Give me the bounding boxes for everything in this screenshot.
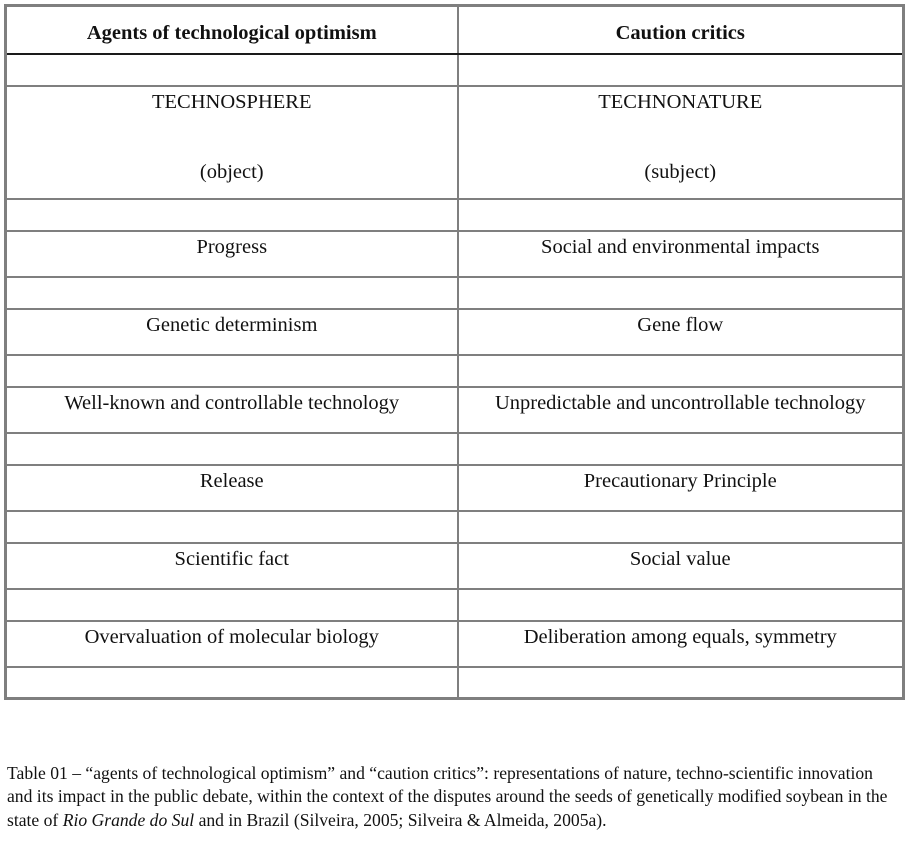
- table-row: [6, 309, 904, 355]
- spacer-row: [6, 511, 904, 543]
- row-right-cell: Gene flow: [458, 309, 904, 355]
- object-label: (object): [199, 160, 264, 183]
- technonature-label: TECHNONATURE: [598, 90, 763, 113]
- row-right-cell: Unpredictable and uncontrollable technology: [458, 387, 904, 433]
- spacer-row: [6, 589, 904, 621]
- row-left-cell: Scientific fact: [6, 543, 458, 589]
- subject-label: (subject): [644, 160, 717, 183]
- empty-cell: [458, 199, 904, 231]
- empty-cell: [6, 54, 458, 86]
- row-right-cell: Social value: [458, 543, 904, 589]
- table-row: [6, 387, 904, 433]
- spacer-row: [6, 277, 904, 309]
- caption-text-end: and in Brazil (Silveira, 2005; Silveira & Almeida, 2005a).: [194, 809, 607, 830]
- technosphere-label: TECHNOSPHERE: [152, 90, 312, 113]
- row-left-cell: Release: [6, 465, 458, 511]
- row-right-cell: Social and environmental impacts: [458, 231, 904, 277]
- table-row: [6, 543, 904, 589]
- spacer-row: [6, 355, 904, 387]
- empty-cell: [458, 277, 904, 309]
- row-left-cell: Overvaluation of molecular biology: [6, 621, 458, 667]
- table-header-row: [6, 6, 904, 54]
- empty-cell: [458, 433, 904, 465]
- row-left-cell: Well-known and controllable technology: [6, 387, 458, 433]
- empty-cell: [458, 511, 904, 543]
- row-right-cell: Deliberation among equals, symmetry: [458, 621, 904, 667]
- spacer-row: [6, 433, 904, 465]
- row-left-cell: [6, 86, 458, 199]
- empty-cell: [458, 667, 904, 699]
- header-caution-critics: Caution critics: [458, 6, 904, 54]
- row-right-cell: [458, 86, 904, 199]
- empty-cell: [458, 589, 904, 621]
- empty-cell: [458, 355, 904, 387]
- comparison-table: [4, 4, 905, 700]
- table-row: [6, 465, 904, 511]
- empty-cell: [6, 277, 458, 309]
- table-row: [6, 621, 904, 667]
- table-row: [6, 231, 904, 277]
- spacer-row: [6, 54, 904, 86]
- table-caption: [7, 762, 902, 832]
- empty-cell: [458, 54, 904, 86]
- empty-cell: [6, 667, 458, 699]
- empty-cell: [6, 589, 458, 621]
- table-row: [6, 86, 904, 199]
- spacer-row: [6, 667, 904, 699]
- header-agents-of-technological-optimism: Agents of technological optimism: [6, 6, 458, 54]
- empty-cell: [6, 433, 458, 465]
- empty-cell: [6, 199, 458, 231]
- row-left-cell: Genetic determinism: [6, 309, 458, 355]
- empty-cell: [6, 355, 458, 387]
- row-right-cell: Precautionary Principle: [458, 465, 904, 511]
- caption-place-name: Rio Grande do Sul: [62, 809, 195, 830]
- spacer-row: [6, 199, 904, 231]
- row-left-cell: Progress: [6, 231, 458, 277]
- caption-text-start: Table 01 – “agents of technological optimism” and “caution critics”: representations of nature, techno-scientific innovation and its impact in the public debate, within the context of the disputes around the seeds of genetically modified soybean in the state of: [7, 763, 888, 830]
- empty-cell: [6, 511, 458, 543]
